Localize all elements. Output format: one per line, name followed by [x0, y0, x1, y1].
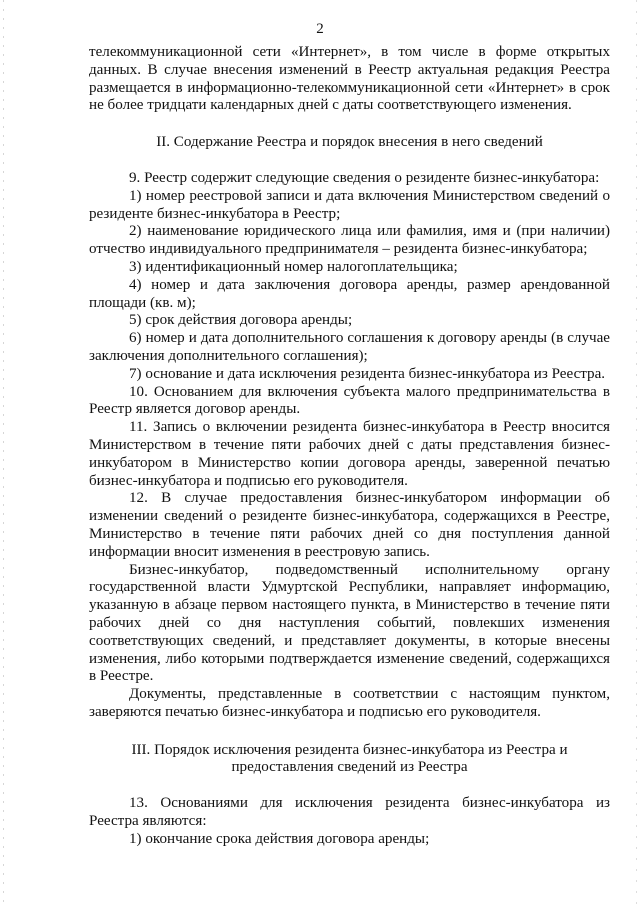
paragraph-9: 9. Реестр содержит следующие сведения о резиденте бизнес-инкубатора:: [129, 169, 600, 186]
list-item: 6) номер и дата дополнительного соглашения к договору аренды (в случае заключения дополнительного соглашения);: [89, 330, 610, 364]
page-number: 2: [316, 21, 324, 37]
list-item: 1) номер реестровой записи и дата включения Министерством сведений о резиденте бизнес-инкубатора в Реестр;: [89, 187, 610, 222]
intro-continuation-paragraph: телекоммуникационной сети «Интернет», в том числе в форме открытых данных. В случае внесения изменений в Реестр актуальная редакция Реестра размещается в информационно-телекоммуникационной сети «Интернет» в срок не более тридцати календарных дней с даты соответствующего изменения.: [89, 44, 610, 114]
document-body: [89, 44, 610, 849]
list-item: 2) наименование юридического лица или фамилия, имя и (при наличии) отчество индивидуального предпринимателя – резидента бизнес-инкубатора;: [89, 223, 610, 258]
scan-edge-right: [636, 0, 637, 905]
list-item: 1) окончание срока действия договора аренды;: [129, 830, 430, 847]
list-item: 3) идентификационный номер налогоплательщика;: [129, 258, 458, 275]
list-item: 5) срок действия договора аренды;: [129, 312, 353, 329]
list-item: 7) основание и дата исключения резидента бизнес-инкубатора из Реестра.: [129, 365, 606, 382]
section-3-heading-line-1: III. Порядок исключения резидента бизнес-инкубатора из Реестра и: [131, 741, 568, 758]
paragraph-10: 10. Основанием для включения субъекта малого предпринимательства в Реестр является договор аренды.: [89, 383, 610, 418]
paragraph-12-part-2: Бизнес-инкубатор, подведомственный исполнительному органу государственной власти Удмуртской Республики, направляет информацию, указанную в абзаце первом настоящего пункта, в Министерство в течение пяти рабочих дней со дня наступления событий, повлекших изменения соответствующих сведений, и представляет документы, в которые внесены изменения, либо которыми подтверждается изменение сведений, содержащихся в Реестре.: [89, 561, 610, 685]
list-item: 4) номер и дата заключения договора аренды, размер арендованной площади (кв. м);: [89, 276, 610, 311]
scan-edge-left: [3, 0, 4, 905]
paragraph-12-part-3: Документы, представленные в соответствии с настоящим пунктом, заверяются печатью бизнес-инкубатора и подписью его руководителя.: [89, 686, 610, 720]
paragraph-12: 12. В случае предоставления бизнес-инкубатором информации об изменении сведений о резиденте бизнес-инкубатора, содержащихся в Реестре, Министерство в течение пяти рабочих дней со дня поступления данной информации вносит изменения в реестровую запись.: [89, 490, 610, 560]
paragraph-13: 13. Основаниями для исключения резидента бизнес-инкубатора из Реестра являются:: [89, 795, 610, 830]
section-2-heading: II. Содержание Реестра и порядок внесения в него сведений: [156, 134, 543, 151]
section-3-heading-line-2: предоставления сведений из Реестра: [231, 759, 468, 776]
paragraph-11: 11. Запись о включении резидента бизнес-инкубатора в Реестр вносится Министерством в течение пяти рабочих дней с даты представления бизнес-инкубатором в Министерство копии договора аренды, заверенной печатью бизнес-инкубатора и подписью его руководителя.: [89, 419, 610, 489]
